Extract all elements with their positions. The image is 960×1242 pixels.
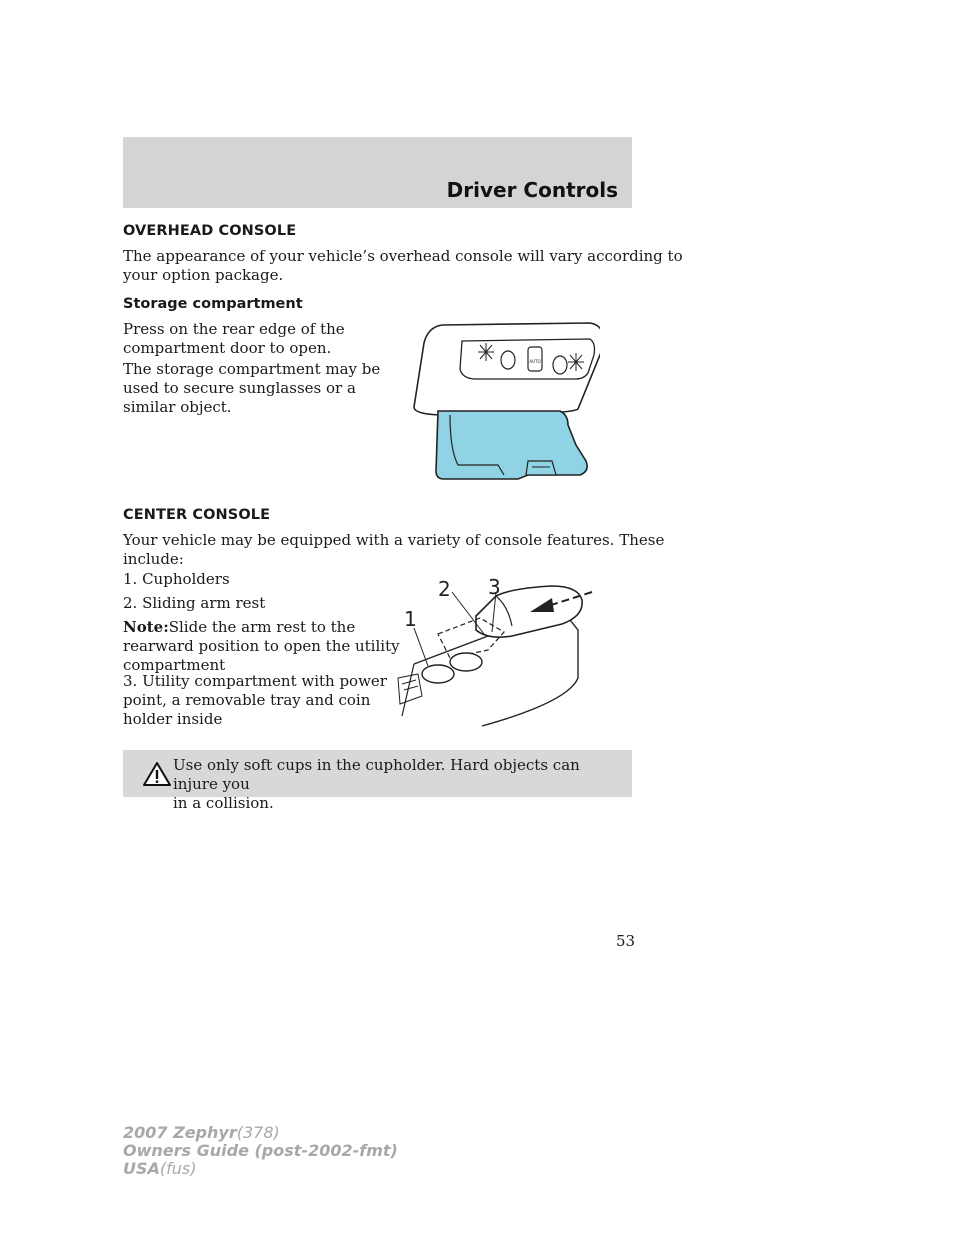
center-console-heading: CENTER CONSOLE bbox=[123, 507, 271, 523]
shifter-trim bbox=[398, 674, 422, 704]
warning-triangle-icon bbox=[142, 761, 172, 787]
note-line bbox=[123, 618, 400, 637]
center-intro bbox=[123, 531, 664, 569]
warning-box bbox=[123, 750, 632, 812]
warning-line: Use only soft cups in the cupholder. Hard objects can injure you bbox=[173, 756, 580, 793]
center-intro-line: Your vehicle may be equipped with a variety of console features. These bbox=[123, 531, 665, 549]
callout-leader-1 bbox=[414, 628, 428, 666]
list-item-utility-compartment bbox=[123, 672, 387, 729]
sunglasses-bin-door bbox=[436, 411, 587, 479]
section-title: Driver Controls bbox=[446, 178, 618, 202]
overhead-intro-line: your option package. bbox=[123, 266, 284, 284]
section-header-band bbox=[123, 137, 632, 208]
map-light-right-icon bbox=[568, 353, 584, 371]
note-text: Slide the arm rest to the bbox=[168, 618, 356, 636]
storage-paragraph-2 bbox=[123, 360, 380, 417]
note-line: rearward position to open the utility bbox=[123, 637, 400, 655]
center-intro-line: include: bbox=[123, 550, 184, 568]
storage-paragraph-1 bbox=[123, 320, 345, 358]
overhead-console-heading: OVERHEAD CONSOLE bbox=[123, 223, 297, 239]
list-item-sliding-arm-rest: 2. Sliding arm rest bbox=[123, 594, 266, 612]
storage-line: compartment door to open. bbox=[123, 339, 332, 357]
auto-switch-label: AUTO bbox=[529, 359, 541, 364]
cupholder-rear bbox=[450, 653, 482, 671]
map-light-switch-right bbox=[553, 356, 567, 374]
bin-door-latch bbox=[526, 461, 556, 475]
warning-line: in a collision. bbox=[173, 794, 274, 812]
console-side-line bbox=[402, 664, 414, 716]
footer-market-code: (fus) bbox=[159, 1159, 197, 1178]
storage-line: The storage compartment may be bbox=[123, 360, 381, 378]
storage-line: Press on the rear edge of the bbox=[123, 320, 345, 338]
note-line: compartment bbox=[123, 656, 226, 674]
storage-line: used to secure sunglasses or a bbox=[123, 379, 356, 397]
utility-line: point, a removable tray and coin bbox=[123, 691, 371, 709]
center-console-illustration bbox=[392, 566, 604, 732]
map-light-switch-left bbox=[501, 351, 515, 369]
footer-market: USA bbox=[123, 1159, 160, 1178]
utility-line: holder inside bbox=[123, 710, 223, 728]
footer-model: 2007 Zephyr bbox=[123, 1123, 237, 1142]
footer-guide-title: Owners Guide (post-2002-fmt) bbox=[123, 1141, 398, 1160]
overhead-intro bbox=[123, 247, 683, 285]
page-number: 53 bbox=[616, 932, 636, 950]
note-label: Note: bbox=[123, 618, 169, 636]
callout-1: 1 bbox=[404, 607, 417, 631]
footer-line bbox=[123, 1160, 398, 1178]
cupholder-front bbox=[422, 665, 454, 683]
storage-line: similar object. bbox=[123, 398, 232, 416]
note-paragraph bbox=[123, 618, 400, 675]
map-light-left-icon bbox=[478, 343, 494, 361]
callout-3: 3 bbox=[488, 575, 501, 599]
footer-model-code: (378) bbox=[236, 1123, 280, 1142]
overhead-console-illustration bbox=[400, 315, 600, 490]
storage-compartment-heading: Storage compartment bbox=[123, 296, 303, 312]
footer-line bbox=[123, 1124, 398, 1142]
utility-line: 3. Utility compartment with power bbox=[123, 672, 387, 690]
callout-2: 2 bbox=[438, 577, 451, 601]
document-footer bbox=[123, 1124, 398, 1178]
list-item-cupholders: 1. Cupholders bbox=[123, 570, 230, 588]
overhead-intro-line: The appearance of your vehicle’s overhead console will vary according to bbox=[123, 247, 683, 265]
warning-text bbox=[173, 756, 613, 813]
